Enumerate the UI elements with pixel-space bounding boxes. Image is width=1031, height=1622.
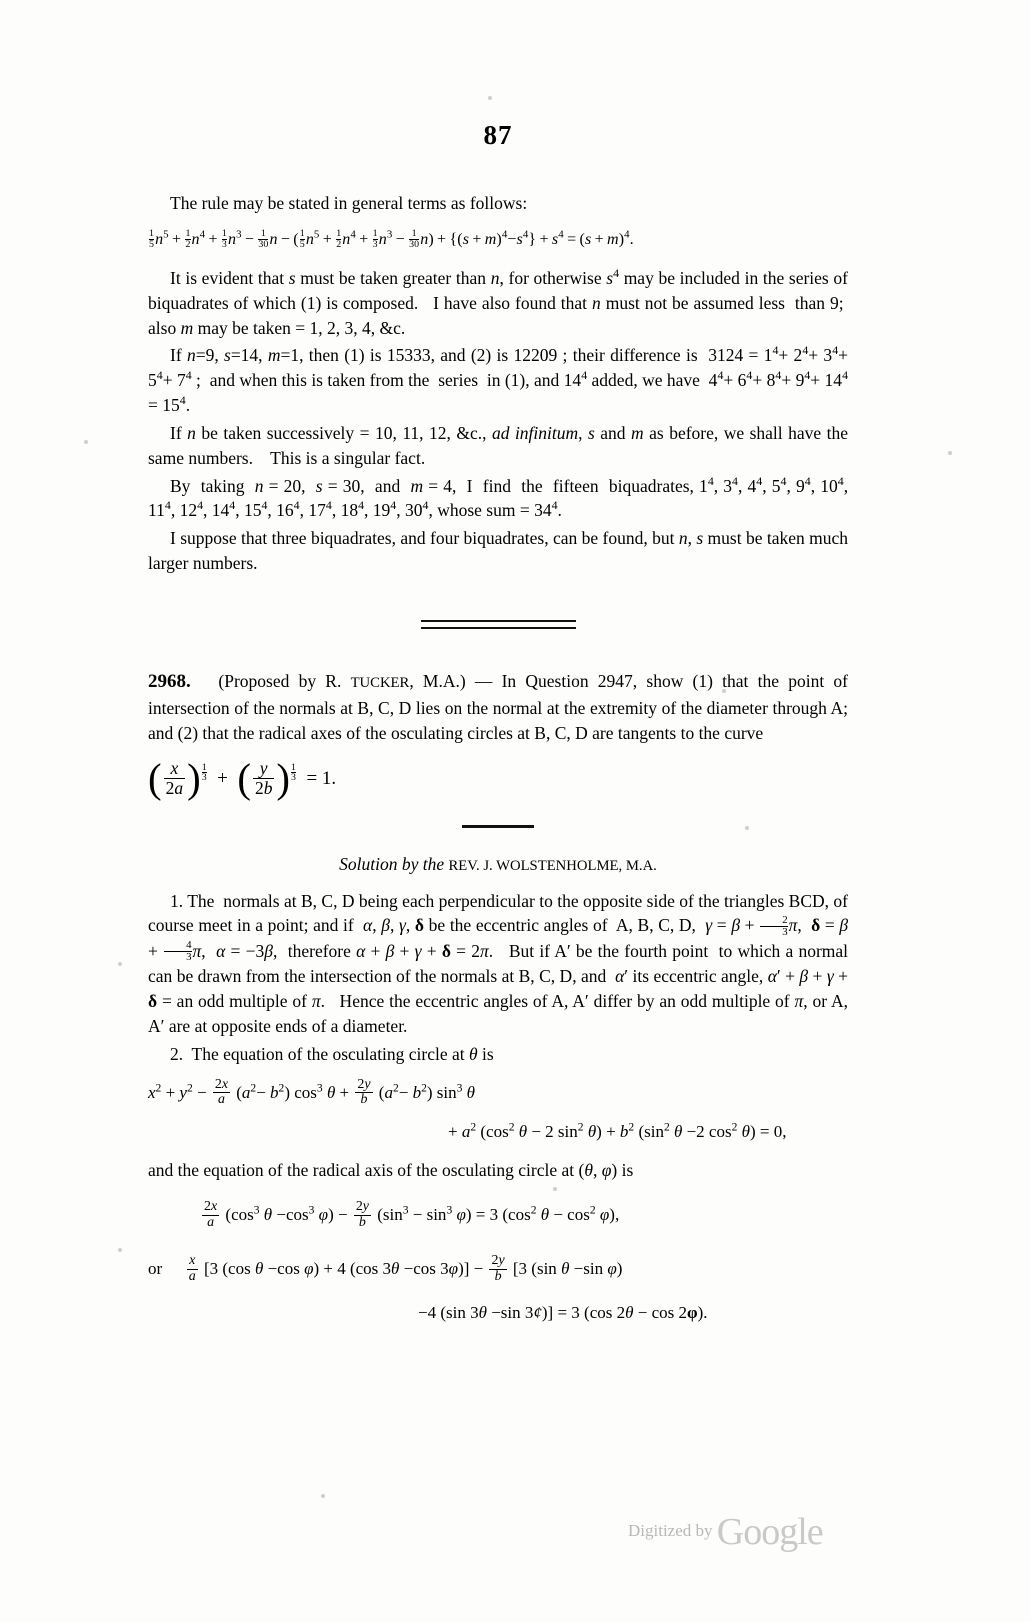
solution-heading: [148, 854, 848, 875]
equation-expanded-line-1: or $\frac{x}{a}$ [3 (cos θ −cos φ) + 4 (cos 3θ −cos 3φ)] − $\frac{2y}{b}$ [3 (sin θ −sin φ): [148, 1253, 623, 1284]
equation-osculating-line-2: + $a^2$ ($\cos^2$ θ − 2 $\sin^2 \theta) + b^2$ ($\sin^2$ θ −2 $\cos^2 \theta) = 0$,: [448, 1120, 787, 1141]
paragraph-rule-intro: The rule may be stated in general terms as follows:: [170, 193, 528, 213]
equation-radical-axis: $\frac{2x}{a}$ ($\cos^3$ $\theta -\cos^3$ φ) − $\frac{2y}{b}$ $(\sin^3 - \sin^3 \varphi) = 3$ ($\cos^2$ $\theta - \cos^2 \varphi$),: [204, 1199, 620, 1230]
solution-heading-italic: Solution by the: [339, 853, 445, 874]
watermark-prefix: Digitized by: [628, 1520, 713, 1540]
equation-osculating-line-1: $x^2 + y^2$ − $\frac{2x}{a}$ $(a^2- b^2)$ $\cos^3 \theta$ + $\frac{2y}{b}$ $(a^2- b^2)$ $\sin^3 \theta$: [148, 1076, 476, 1108]
solution-heading-author: REV. J. WOLSTENHOLME, M.A.: [448, 857, 657, 874]
equation-or-prefix: or: [148, 1259, 163, 1279]
solution-part-1: 1. The normals at B, C, D being each perpendicular to the opposite side of the triangles BCD, of course meet in a point; and if α, β, γ, δ be the eccentric angles of A, B, C, D, γ = β + $\frac{2}{3}$ π, δ = β + $\frac{4}{3}$ π, α = −3β, therefore α + β + γ + δ = 2π. But if A′ be the fourth point to which a normal can be drawn from the intersection of the normals at B, C, D, and α′ its eccentric angle, α′ + β + γ + δ = an odd multiple of π. Hence the eccentric angles of A, A′ differ by an odd multiple of π, or A, A′ are at opposite ends of a diameter.: [148, 890, 849, 1036]
scan-speck: [948, 451, 952, 455]
equation-curve: ( $\frac{x}{2a}$ ) $^{\frac{1}{3}}$ + ( $\frac{y}{2b}$ ) $^{\frac{1}{3}}$ = 1.: [148, 755, 337, 801]
solution-part-2-intro: 2. The equation of the osculating circle at θ is: [170, 1043, 494, 1064]
scan-speck: [118, 962, 122, 966]
paragraph-fifteen-biquadrates: By taking n = 20, s = 30, and m = 4, I find the fifteen biquadrates, $1^4$, $3^4$, $4^4$, $5^4$, $9^4$, $10^4$, $11^4$, $12^4$, $14^4$, $15^4$, $16^4$, $17^4$, $18^4$, $19^4$, $30^4$, whose sum = $34^4$.: [148, 473, 849, 521]
radical-axis-intro: and the equation of the radical axis of the osculating circle at (θ, φ) is: [148, 1160, 634, 1181]
paragraph-suppose: I suppose that three biquadrates, and four biquadrates, can be found, but n, s must be taken much larger numbers.: [148, 528, 849, 574]
equation-biquadrate-identity: $\frac{1}{5}$ $n^5$ + $\frac{1}{2}$ $n^4$ + $\frac{1}{3}$ $n^3$ − $\frac{1}{30}$ n − ( $\frac{1}{5}$ $n^5$ + $\frac{1}{2}$ $n^4$ + $\frac{1}{3}$ $n^3$ − $\frac{1}{30}$ $n) + \{(s + m)^4-s^4\} + s^4 = (s + m)^4$.: [149, 227, 634, 250]
section-divider-double-rule: [421, 620, 576, 629]
paragraph-successive: If n be taken successively = 10, 11, 12, &c., ad infinitum, s and m as before, we shall have the same numbers. This is a singular fact.: [148, 422, 849, 468]
google-watermark: [628, 1510, 823, 1554]
paragraph-evident: It is evident that s must be taken greater than n, for otherwise $s^4$ may be included in the series of biquadrates of which (1) is composed. I have also found that n must not be assumed less than 9; also m may be taken = 1, 2, 3, 4, &c.: [148, 266, 848, 338]
scan-speck: [488, 96, 492, 100]
section-divider-short-rule: [462, 825, 534, 828]
watermark-logo: Google: [716, 1511, 823, 1553]
problem-number: 2968.: [148, 670, 191, 692]
equation-expanded-line-2: −4 (sin 3θ −sin 3¢)] = 3 (cos 2θ − cos 2φ).: [418, 1302, 708, 1322]
problem-statement: 2968. (Proposed by R. TUCKER, M.A.) — In Question 2947, show (1) that the point of intersection of the normals at B, C, D lies on the normal at the extremity of the diameter through A; and (2) that the radical axes of the osculating circles at B, C, D are tangents to the curve: [148, 670, 848, 743]
page-number: 87: [483, 120, 513, 150]
paragraph-example-n9: If n=9, s=14, m=1, then (1) is 15333, and (2) is 12209 ; their difference is $3124 = 1^4+ 2^4+ 3^4+ 5^4+ 7^4$ ; and when this is taken from the series in (1), and $14^4$ added, we have $4^4+ 6^4+ 8^4+ 9^4+ 14^4 = 15^4$.: [148, 343, 849, 416]
scan-speck: [321, 1494, 325, 1498]
scan-speck: [84, 440, 88, 444]
page-content: [148, 120, 848, 1339]
scan-speck: [118, 1248, 122, 1252]
